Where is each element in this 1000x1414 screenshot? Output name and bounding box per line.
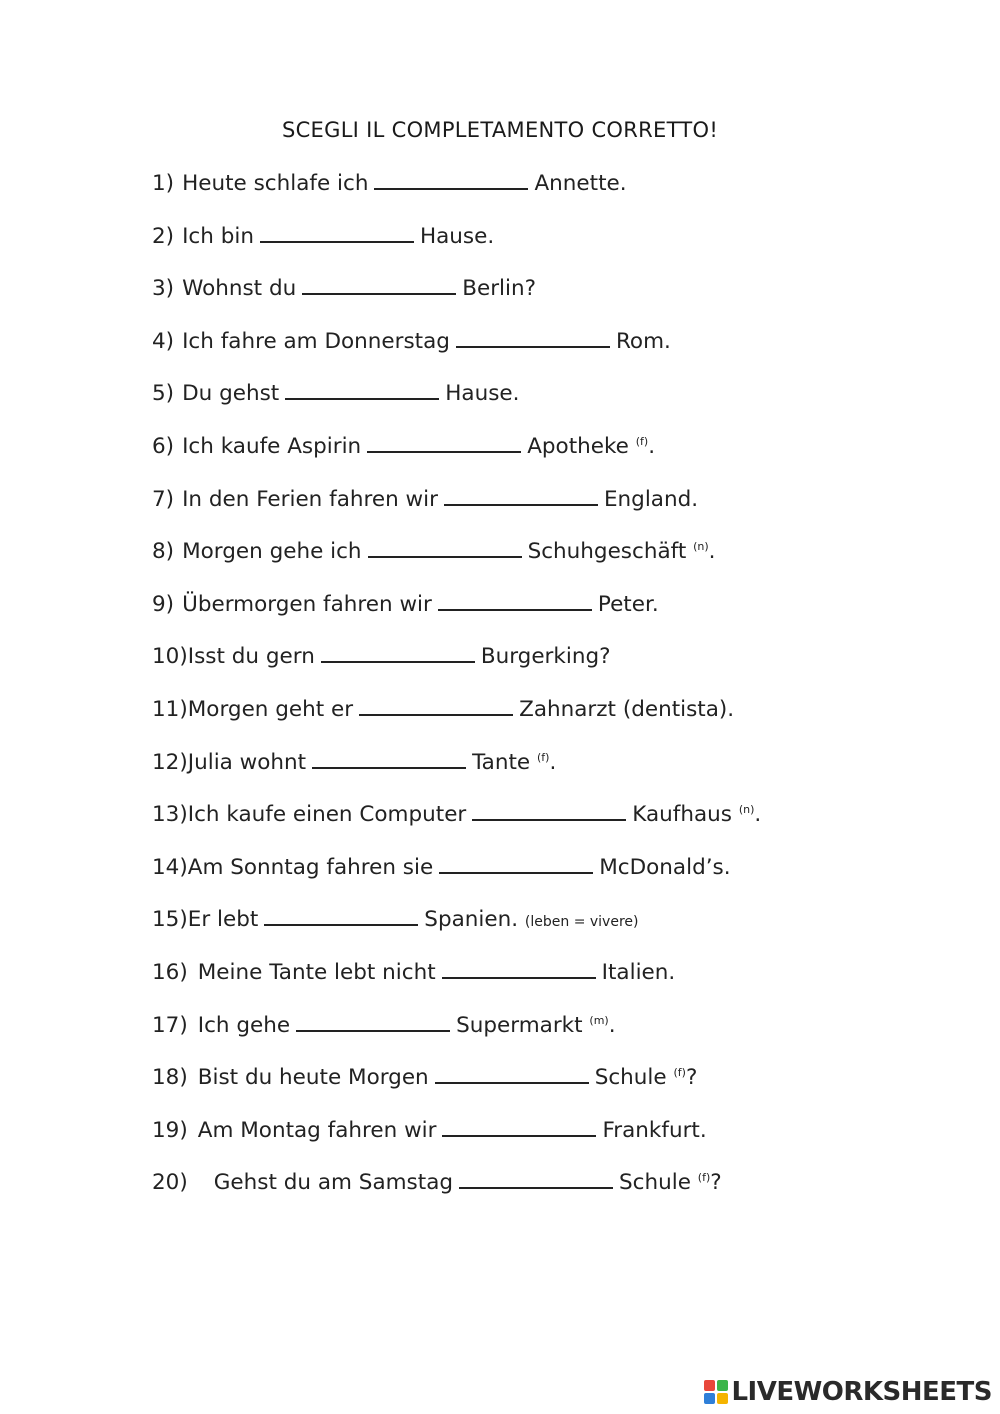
worksheet-title: SCEGLI IL COMPLETAMENTO CORRETTO!: [281, 118, 719, 142]
exercise-completion: Italien.: [601, 960, 676, 985]
answer-blank[interactable]: [321, 660, 475, 663]
liveworksheets-mark-icon: [704, 1380, 728, 1404]
exercise-number: 10): [152, 644, 188, 669]
exercise-number: 17): [152, 1013, 188, 1038]
exercise-completion: Rom.: [615, 329, 671, 354]
exercise-item: [152, 432, 655, 462]
gender-hint: (m): [589, 1013, 609, 1027]
exercise-completion: Supermarkt: [456, 1013, 583, 1038]
exercise-number: 20): [152, 1170, 188, 1195]
exercise-item: [152, 274, 536, 304]
exercise-completion: England.: [603, 487, 699, 512]
exercise-number: 12): [152, 750, 188, 775]
exercise-completion: Schuhgeschäft: [527, 539, 687, 564]
exercise-item: [152, 1011, 616, 1041]
exercise-completion: Apotheke: [527, 434, 629, 459]
exercise-completion: Hause.: [419, 224, 495, 249]
answer-blank[interactable]: [367, 450, 521, 453]
gender-hint: (n): [693, 539, 709, 553]
answer-blank[interactable]: [472, 818, 626, 821]
exercise-prompt: Bist du heute Morgen: [197, 1065, 429, 1090]
answer-blank[interactable]: [456, 345, 610, 348]
exercise-prompt: Ich gehe: [197, 1013, 291, 1038]
exercise-item: [152, 169, 627, 199]
exercise-number: 9): [152, 592, 175, 617]
exercise-completion: Annette.: [534, 171, 627, 196]
exercise-number: 4): [152, 329, 175, 354]
gender-hint: (n): [738, 802, 755, 816]
exercise-note: (leben = vivere): [524, 914, 639, 930]
exercise-item: [152, 642, 611, 672]
answer-blank[interactable]: [439, 871, 593, 874]
exercise-number: 7): [152, 487, 175, 512]
exercise-prompt: Morgen geht er: [187, 697, 354, 722]
exercise-completion: McDonald’s.: [599, 855, 731, 880]
answer-blank[interactable]: [302, 292, 456, 295]
exercise-prompt: Gehst du am Samstag: [213, 1170, 454, 1195]
gender-hint: (f): [635, 434, 649, 448]
exercise-completion: Schule: [594, 1065, 667, 1090]
exercise-punctuation: ?: [685, 1065, 698, 1090]
exercise-prompt: Wohnst du: [182, 276, 297, 301]
exercise-prompt: Morgen gehe ich: [182, 539, 362, 564]
exercise-item: [152, 537, 716, 567]
answer-blank[interactable]: [368, 555, 522, 558]
exercise-number: 13): [152, 802, 188, 827]
exercise-completion: Tante: [472, 750, 531, 775]
exercise-punctuation: ?: [710, 1170, 722, 1195]
exercise-number: 19): [152, 1118, 188, 1143]
exercise-number: 5): [152, 381, 175, 406]
exercise-punctuation: .: [608, 1013, 616, 1038]
exercise-number: 8): [152, 539, 175, 564]
exercise-prompt: Du gehst: [182, 381, 280, 406]
exercise-item: [152, 853, 731, 883]
answer-blank[interactable]: [285, 397, 439, 400]
exercise-item: [152, 1116, 707, 1146]
gender-hint: (f): [673, 1065, 686, 1079]
exercise-prompt: Julia wohnt: [187, 750, 307, 775]
exercise-prompt: Er lebt: [187, 907, 259, 932]
gender-hint: (f): [537, 750, 550, 764]
exercise-item: [152, 905, 638, 937]
exercise-number: 11): [152, 697, 188, 722]
exercise-item: [152, 1063, 697, 1093]
exercise-punctuation: .: [648, 434, 656, 459]
exercise-completion: Zahnarzt (dentista).: [519, 697, 735, 722]
exercise-prompt: In den Ferien fahren wir: [182, 487, 438, 512]
answer-blank[interactable]: [435, 1081, 589, 1084]
exercise-completion: Spanien.: [424, 907, 519, 932]
exercise-prompt: Ich bin: [182, 224, 254, 249]
exercise-item: [152, 748, 556, 778]
exercise-number: 18): [152, 1065, 188, 1090]
exercise-item: [152, 1168, 722, 1198]
exercise-item: [152, 800, 761, 830]
exercise-number: 2): [152, 224, 175, 249]
exercise-completion: Peter.: [597, 592, 659, 617]
exercise-prompt: Isst du gern: [187, 644, 315, 669]
answer-blank[interactable]: [260, 240, 414, 243]
exercise-item: [152, 222, 494, 252]
exercise-completion: Schule: [619, 1170, 691, 1195]
exercise-prompt: Meine Tante lebt nicht: [197, 960, 436, 985]
gender-hint: (f): [697, 1170, 711, 1184]
answer-blank[interactable]: [296, 1029, 450, 1032]
exercise-punctuation: .: [708, 539, 716, 564]
exercise-punctuation: .: [754, 802, 762, 827]
exercise-item: [152, 695, 734, 725]
exercise-completion: Burgerking?: [480, 644, 611, 669]
exercise-number: 1): [152, 171, 175, 196]
answer-blank[interactable]: [312, 766, 466, 769]
exercise-item: [152, 958, 675, 988]
exercise-item: [152, 590, 659, 620]
answer-blank[interactable]: [442, 976, 596, 979]
exercise-prompt: Ich fahre am Donnerstag: [182, 329, 450, 354]
exercise-prompt: Heute schlafe ich: [182, 171, 369, 196]
exercise-number: 15): [152, 907, 188, 932]
answer-blank[interactable]: [442, 1134, 596, 1137]
answer-blank[interactable]: [438, 608, 592, 611]
exercise-prompt: Am Montag fahren wir: [197, 1118, 437, 1143]
exercise-prompt: Am Sonntag fahren sie: [187, 855, 434, 880]
exercise-item: [152, 327, 671, 357]
exercise-completion: Kaufhaus: [632, 802, 733, 827]
answer-blank[interactable]: [359, 713, 513, 716]
liveworksheets-logo: [704, 1376, 992, 1408]
exercise-number: 6): [152, 434, 175, 459]
exercise-punctuation: .: [549, 750, 557, 775]
exercise-prompt: Übermorgen fahren wir: [182, 592, 432, 617]
exercise-prompt: Ich kaufe einen Computer: [187, 802, 467, 827]
answer-blank[interactable]: [459, 1186, 613, 1189]
logo-text: LIVEWORKSHEETS: [731, 1377, 992, 1407]
exercise-prompt: Ich kaufe Aspirin: [182, 434, 362, 459]
exercise-completion: Frankfurt.: [602, 1118, 707, 1143]
exercise-completion: Hause.: [445, 381, 520, 406]
exercise-item: [152, 379, 519, 409]
answer-blank[interactable]: [374, 187, 528, 190]
exercise-completion: Berlin?: [462, 276, 537, 301]
exercise-number: 3): [152, 276, 175, 301]
exercise-number: 16): [152, 960, 188, 985]
exercise-item: [152, 485, 698, 515]
exercise-number: 14): [152, 855, 188, 880]
answer-blank[interactable]: [444, 503, 598, 506]
answer-blank[interactable]: [264, 923, 418, 926]
